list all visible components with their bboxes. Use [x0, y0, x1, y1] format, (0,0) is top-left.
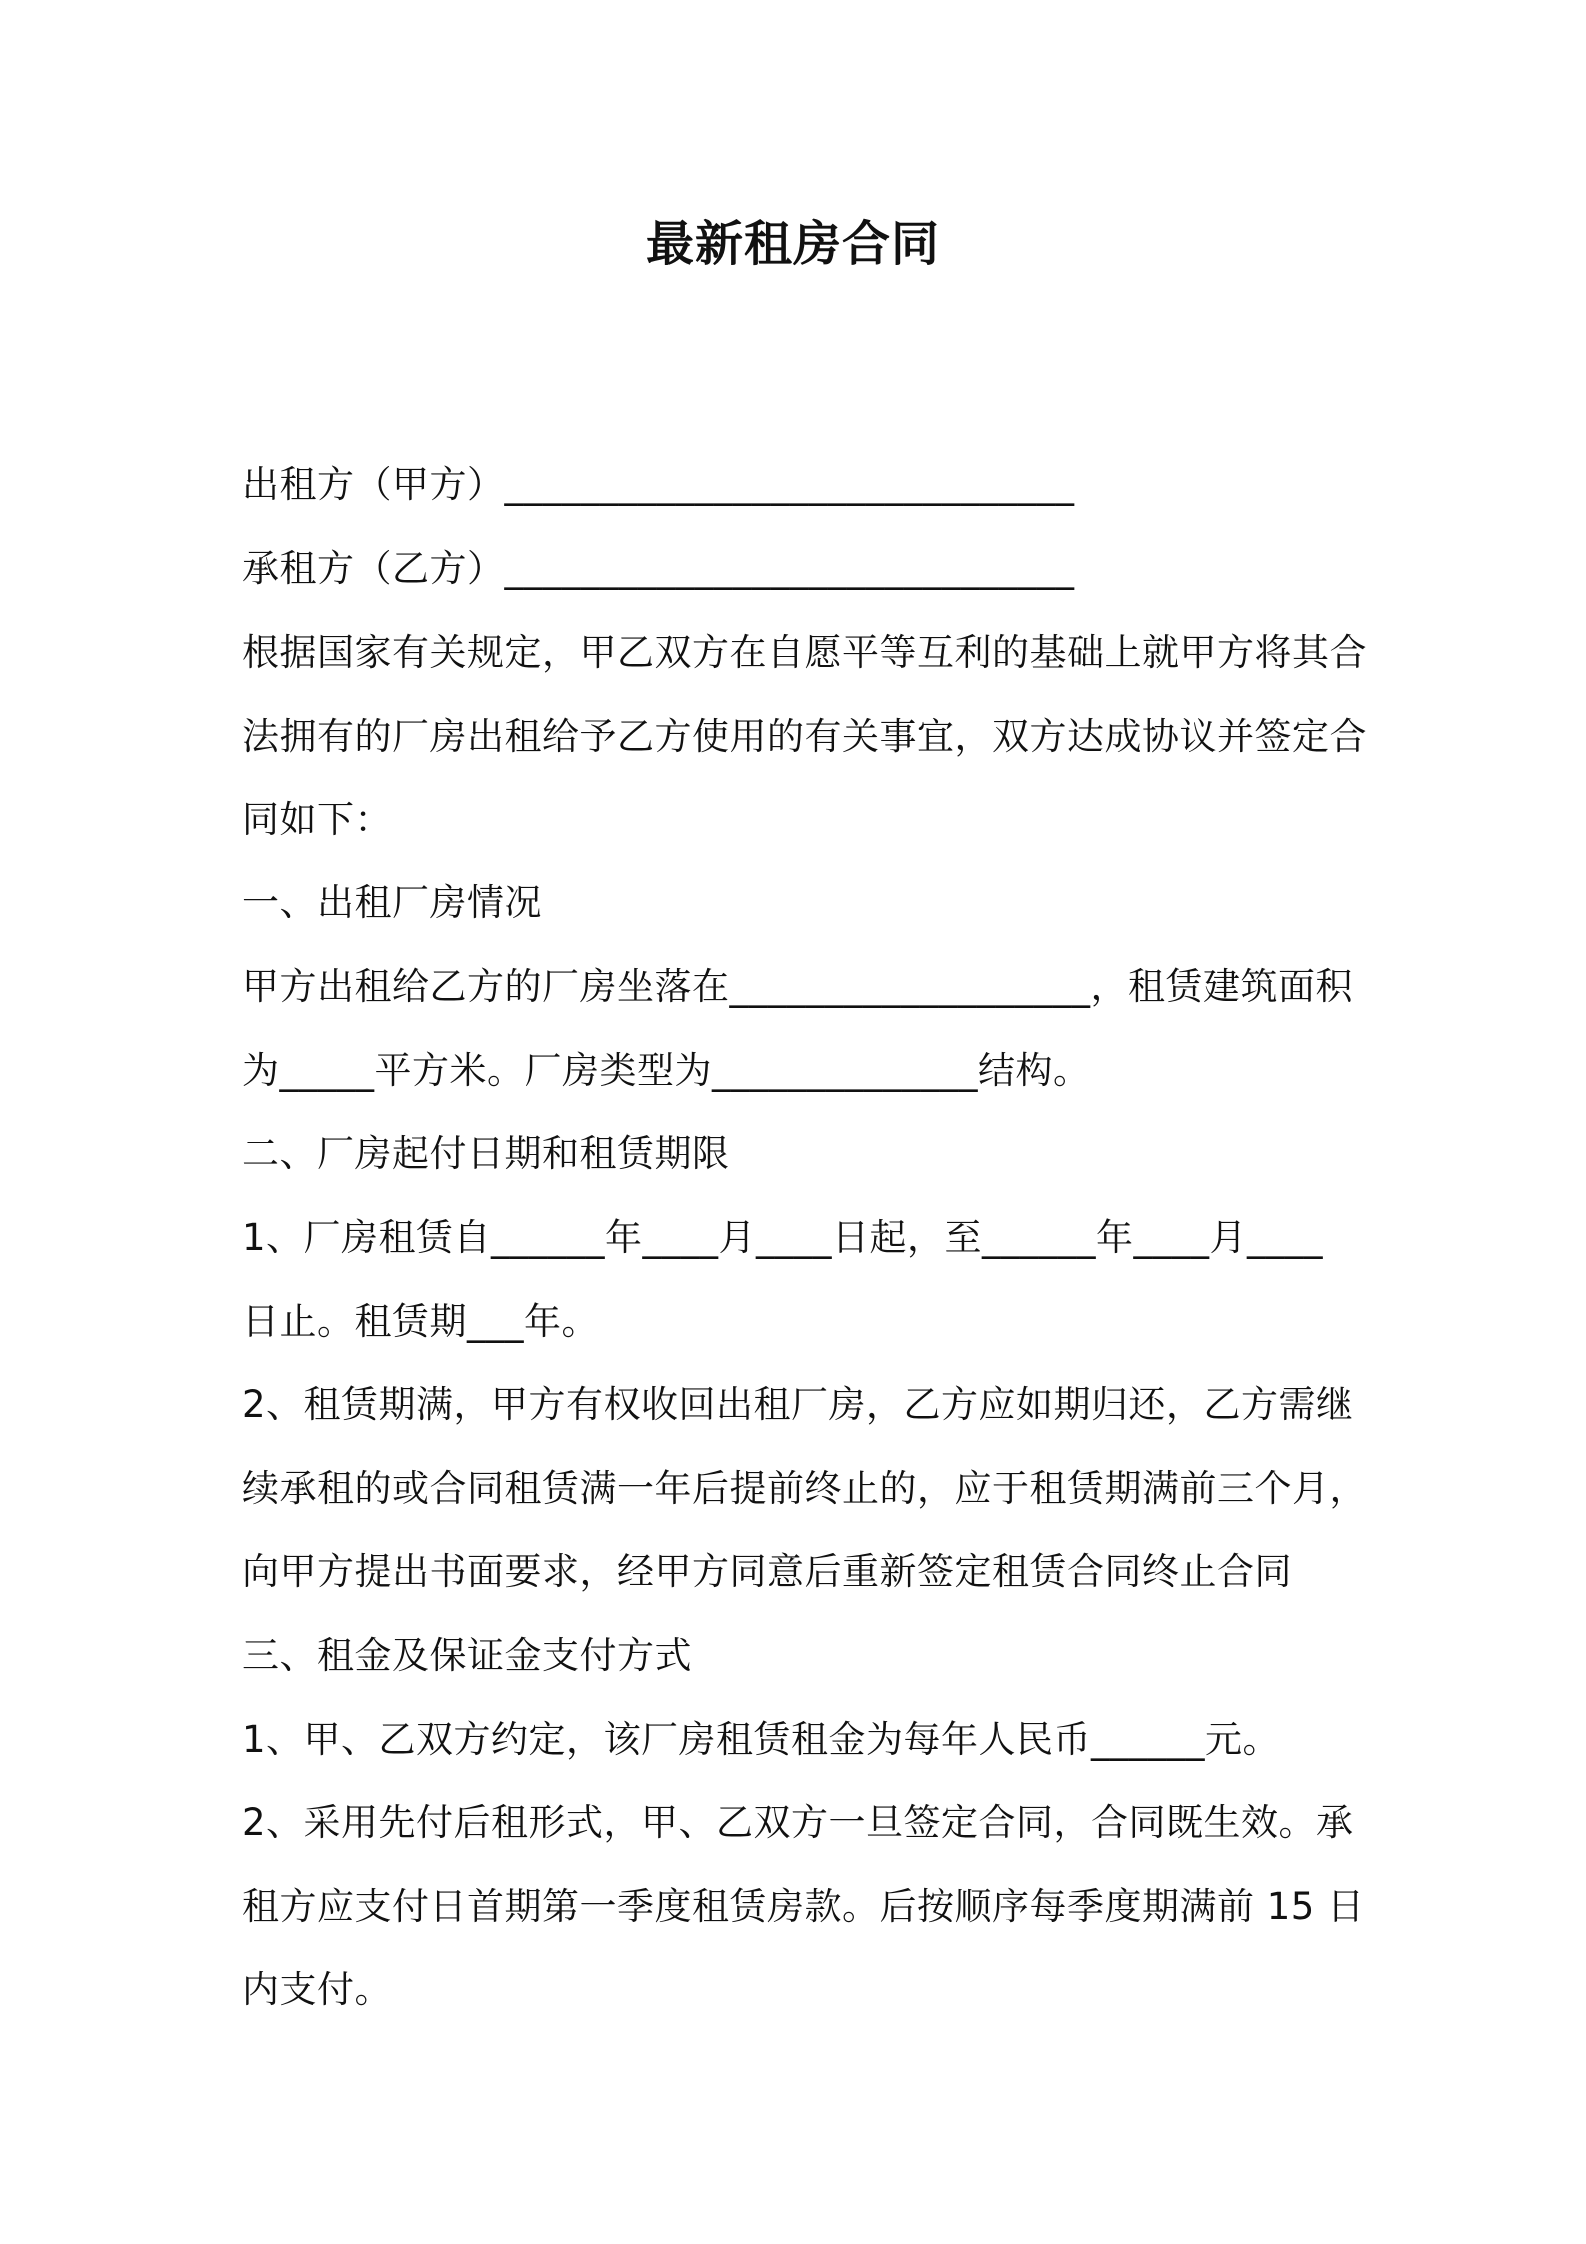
body-paragraph-line: 内支付。	[242, 1968, 392, 2011]
body-paragraph-line: 2、采用先付后租形式，甲、乙双方一旦签定合同，合同既生效。承	[242, 1801, 1354, 1844]
body-paragraph-line: 向甲方提出书面要求，经甲方同意后重新签定租赁合同终止合同	[242, 1550, 1292, 1593]
body-paragraph-line: 法拥有的厂房出租给予乙方使用的有关事宜，双方达成协议并签定合	[242, 715, 1367, 758]
body-paragraph-line: 为_____平方米。厂房类型为______________结构。	[242, 1049, 1091, 1092]
body-paragraph-line: 根据国家有关规定，甲乙双方在自愿平等互利的基础上就甲方将其合	[242, 631, 1367, 674]
body-paragraph-line: 1、厂房租赁自______年____月____日起，至______年____月____	[242, 1216, 1324, 1259]
body-paragraph-line: 1、甲、乙双方约定，该厂房租赁租金为每年人民币______元。	[242, 1718, 1281, 1761]
body-paragraph-line: 续承租的或合同租赁满一年后提前终止的，应于租赁期满前三个月，	[242, 1467, 1367, 1510]
lessor-line: 出租方（甲方）______________________________	[242, 463, 1075, 506]
body-paragraph-line: 甲方出租给乙方的厂房坐落在___________________，租赁建筑面积	[242, 965, 1353, 1008]
document-title: 最新租房合同	[645, 216, 940, 272]
section-heading: 一、出租厂房情况	[242, 881, 542, 924]
section-heading: 三、租金及保证金支付方式	[242, 1634, 692, 1677]
body-paragraph-line: 日止。租赁期___年。	[242, 1300, 599, 1343]
body-paragraph-line: 租方应支付日首期第一季度租赁房款。后按顺序每季度期满前 15 日	[242, 1885, 1365, 1928]
body-paragraph-line: 2、租赁期满，甲方有权收回出租厂房，乙方应如期归还，乙方需继	[242, 1383, 1354, 1426]
body-paragraph-line: 同如下：	[242, 798, 392, 841]
lessee-line: 承租方（乙方）______________________________	[242, 547, 1075, 590]
section-heading: 二、厂房起付日期和租赁期限	[242, 1132, 730, 1175]
